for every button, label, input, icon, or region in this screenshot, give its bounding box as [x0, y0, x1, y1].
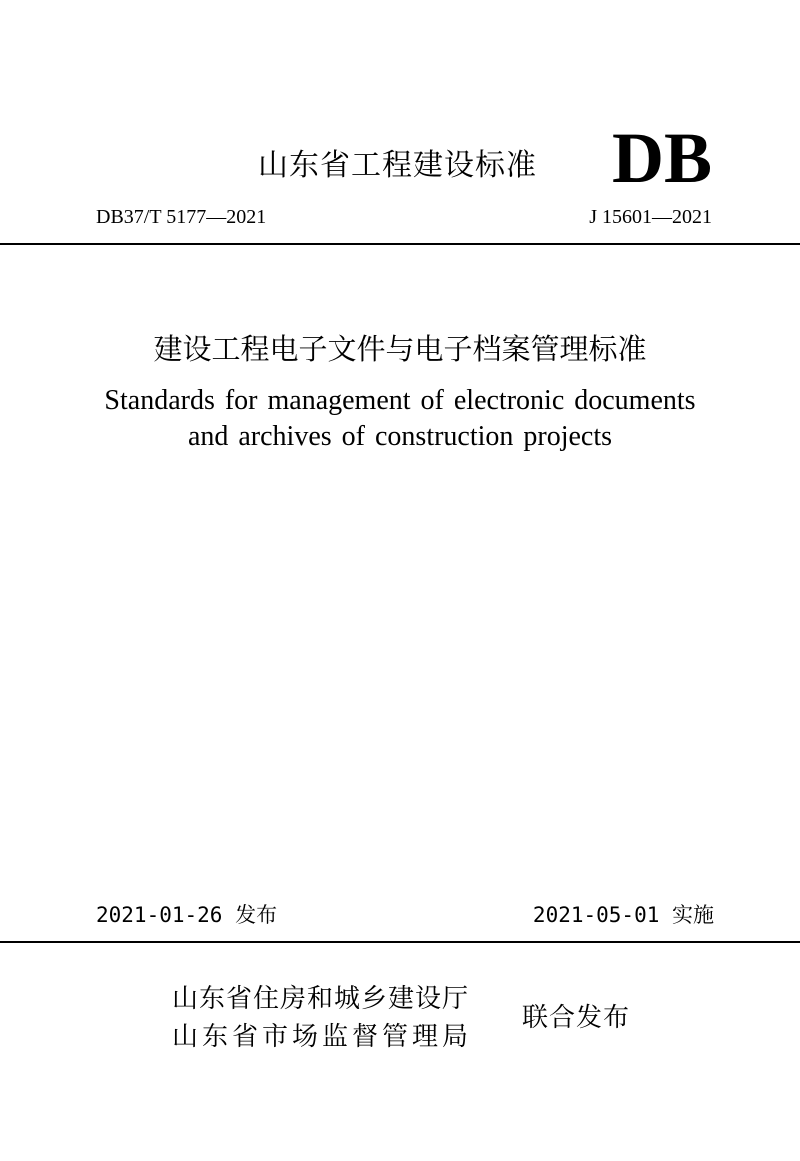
document-title-english-line1: Standards for management of electronic documents: [104, 385, 696, 416]
issue-date: 2021-01-26 发布: [96, 903, 278, 927]
top-divider: [0, 243, 800, 245]
standard-category: 山东省工程建设标准: [258, 148, 537, 183]
document-title-chinese: 建设工程电子文件与电子档案管理标准: [153, 332, 647, 366]
publisher-agency-1: 山东省住房和城乡建设厅: [172, 984, 470, 1014]
db-mark: DB: [612, 118, 713, 198]
implementation-date: 2021-05-01 实施: [532, 903, 714, 927]
record-number: J 15601—2021: [589, 206, 712, 228]
joint-release-label: 联合发布: [522, 1003, 631, 1033]
document-title-english-line2: and archives of construction projects: [187, 421, 613, 452]
publisher-agency-2: 山东省市场监督管理局: [172, 1022, 473, 1052]
standard-number: DB37/T 5177—2021: [96, 206, 267, 228]
bottom-divider: [0, 941, 800, 943]
